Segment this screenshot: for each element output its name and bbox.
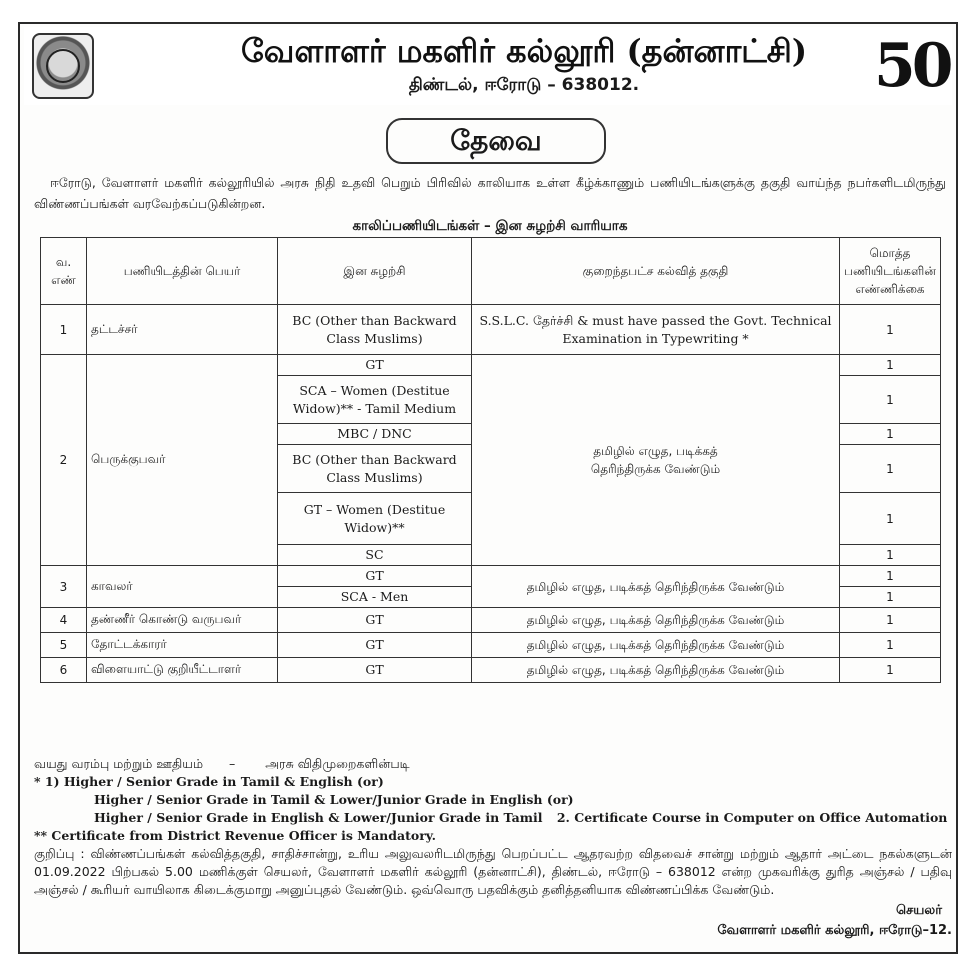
college-name: வேளாளர் மகளிர் கல்லூரி (தன்னாட்சி) xyxy=(241,32,807,70)
col-header-no: வ. எண் xyxy=(41,238,87,305)
footnote-star-3a: Higher / Senior Grade in English & Lower/Junior Grade in Tamil xyxy=(94,810,543,825)
row-post: விளையாட்டு குறியீட்டாளர் xyxy=(87,658,278,683)
qualification-text: தமிழில் எழுத, படிக்கத் தெரிந்திருக்க வேண்டும் xyxy=(590,444,721,476)
row-no: 4 xyxy=(41,608,87,633)
row-community: GT – Women (Destitue Widow)** xyxy=(278,493,472,545)
col-header-community: இன சுழற்சி xyxy=(278,238,472,305)
row-post: தட்டச்சர் xyxy=(87,305,278,355)
row-count: 1 xyxy=(840,376,941,424)
vacancy-table xyxy=(40,237,941,683)
row-no: 1 xyxy=(41,305,87,355)
signature-block xyxy=(34,899,952,943)
row-community: GT xyxy=(278,355,472,376)
signature-title: செயலர் xyxy=(895,903,942,918)
header xyxy=(24,27,952,105)
jubilee-number: 50 xyxy=(874,31,950,101)
row-count: 1 xyxy=(840,305,941,355)
row-qualification: தமிழில் எழுத, படிக்கத் தெரிந்திருக்க வேண்டும் xyxy=(472,608,840,633)
row-community: BC (Other than Backward Class Muslims) xyxy=(278,305,472,355)
footnote-star-3 xyxy=(34,809,952,827)
row-no: 5 xyxy=(41,633,87,658)
row-qualification xyxy=(472,355,840,566)
row-community: GT xyxy=(278,608,472,633)
row-community: SCA - Men xyxy=(278,587,472,608)
college-address: திண்டல், ஈரோடு – 638012. xyxy=(408,75,640,95)
footnote-star-1: * 1) Higher / Senior Grade in Tamil & English (or) xyxy=(34,774,384,789)
row-community: GT xyxy=(278,658,472,683)
table-row xyxy=(41,633,941,658)
notice-frame xyxy=(18,22,958,954)
footnote-double-star: ** Certificate from District Revenue Officer is Mandatory. xyxy=(34,828,436,843)
vacancy-subtitle: காலிப்பணியிடங்கள் – இன சுழற்சி வாரியாக xyxy=(352,218,628,234)
row-community: MBC / DNC xyxy=(278,424,472,445)
notice-title: தேவை xyxy=(386,118,606,164)
row-count: 1 xyxy=(840,424,941,445)
age-dash: – xyxy=(229,756,236,771)
age-value: அரசு விதிமுறைகளின்படி xyxy=(265,756,410,771)
application-note: குறிப்பு : விண்ணப்பங்கள் கல்வித்தகுதி, சாதிச்சான்று, உரிய அலுவலரிடமிருந்து பெறப்பட்ட ஆதரவற்ற விதவைச் சான்று மற்றும் ஆதார் அட்டை நகல்களுடன் 01.09.2022 பிற்பகல் 5.00 மணிக்குள் செயலர், வேளாளர் மகளிர் கல்லூரி (தன்னாட்சி), திண்டல், ஈரோடு – 638012 என்ற முகவரிக்கு துரித அஞ்சல் / பதிவு அஞ்சல் / கூரியர் வாயிலாக கிடைக்குமாறு அனுப்புதல் வேண்டும். ஒவ்வொரு பதவிக்கும் தனித்தனியாக விண்ணப்பிக்க வேண்டும். xyxy=(34,846,952,897)
table-row xyxy=(41,355,941,376)
table-row xyxy=(41,566,941,587)
row-community: GT xyxy=(278,566,472,587)
col-header-post: பணியிடத்தின் பெயர் xyxy=(87,238,278,305)
row-community: SCA – Women (Destitue Widow)** - Tamil Medium xyxy=(278,376,472,424)
row-qualification: தமிழில் எழுத, படிக்கத் தெரிந்திருக்க வேண்டும் xyxy=(472,566,840,608)
table-header-row xyxy=(41,238,941,305)
footer-notes xyxy=(34,755,952,943)
table-row xyxy=(41,305,941,355)
row-count: 1 xyxy=(840,587,941,608)
row-count: 1 xyxy=(840,608,941,633)
row-count: 1 xyxy=(840,355,941,376)
row-qualification: தமிழில் எழுத, படிக்கத் தெரிந்திருக்க வேண்டும் xyxy=(472,633,840,658)
footnote-star-3b: 2. Certificate Course in Computer on Office Automation xyxy=(556,810,948,825)
intro-paragraph: ஈரோடு, வேளாளர் மகளிர் கல்லூரியில் அரசு நிதி உதவி பெறும் பிரிவில் காலியாக உள்ள கீழ்க்காணும் பணியிடங்களுக்கு தகுதி வாய்ந்த நபர்களிடமிருந்து விண்ணப்பங்கள் வரவேற்கப்படுகின்றன. xyxy=(34,175,946,211)
college-emblem-icon xyxy=(32,33,94,99)
row-count: 1 xyxy=(840,658,941,683)
table-row xyxy=(41,658,941,683)
row-community: BC (Other than Backward Class Muslims) xyxy=(278,445,472,493)
row-post: காவலர் xyxy=(87,566,278,608)
row-count: 1 xyxy=(840,566,941,587)
golden-jubilee-logo-icon xyxy=(874,31,950,101)
row-qualification: S.S.L.C. தேர்ச்சி & must have passed the Govt. Technical Examination in Typewriting * xyxy=(472,305,840,355)
row-post: தோட்டக்காரர் xyxy=(87,633,278,658)
row-community: GT xyxy=(278,633,472,658)
row-no: 6 xyxy=(41,658,87,683)
table-row xyxy=(41,608,941,633)
age-label: வயது வரம்பு மற்றும் ஊதியம் xyxy=(34,756,204,771)
row-no: 2 xyxy=(41,355,87,566)
row-count: 1 xyxy=(840,545,941,566)
footnote-star-2: Higher / Senior Grade in Tamil & Lower/Junior Grade in English (or) xyxy=(94,792,574,807)
row-post: தண்ணீர் கொண்டு வருபவர் xyxy=(87,608,278,633)
age-salary-line xyxy=(34,755,952,773)
row-count: 1 xyxy=(840,493,941,545)
row-count: 1 xyxy=(840,633,941,658)
signature-org: வேளாளர் மகளிர் கல்லூரி, ஈரோடு–12. xyxy=(717,923,952,938)
row-count: 1 xyxy=(840,445,941,493)
col-header-count: மொத்த பணியிடங்களின் எண்ணிக்கை xyxy=(840,238,941,305)
row-qualification: தமிழில் எழுத, படிக்கத் தெரிந்திருக்க வேண்டும் xyxy=(472,658,840,683)
row-post: பெருக்குபவர் xyxy=(87,355,278,566)
row-community: SC xyxy=(278,545,472,566)
row-no: 3 xyxy=(41,566,87,608)
col-header-qualification: குறைந்தபட்ச கல்வித் தகுதி xyxy=(472,238,840,305)
